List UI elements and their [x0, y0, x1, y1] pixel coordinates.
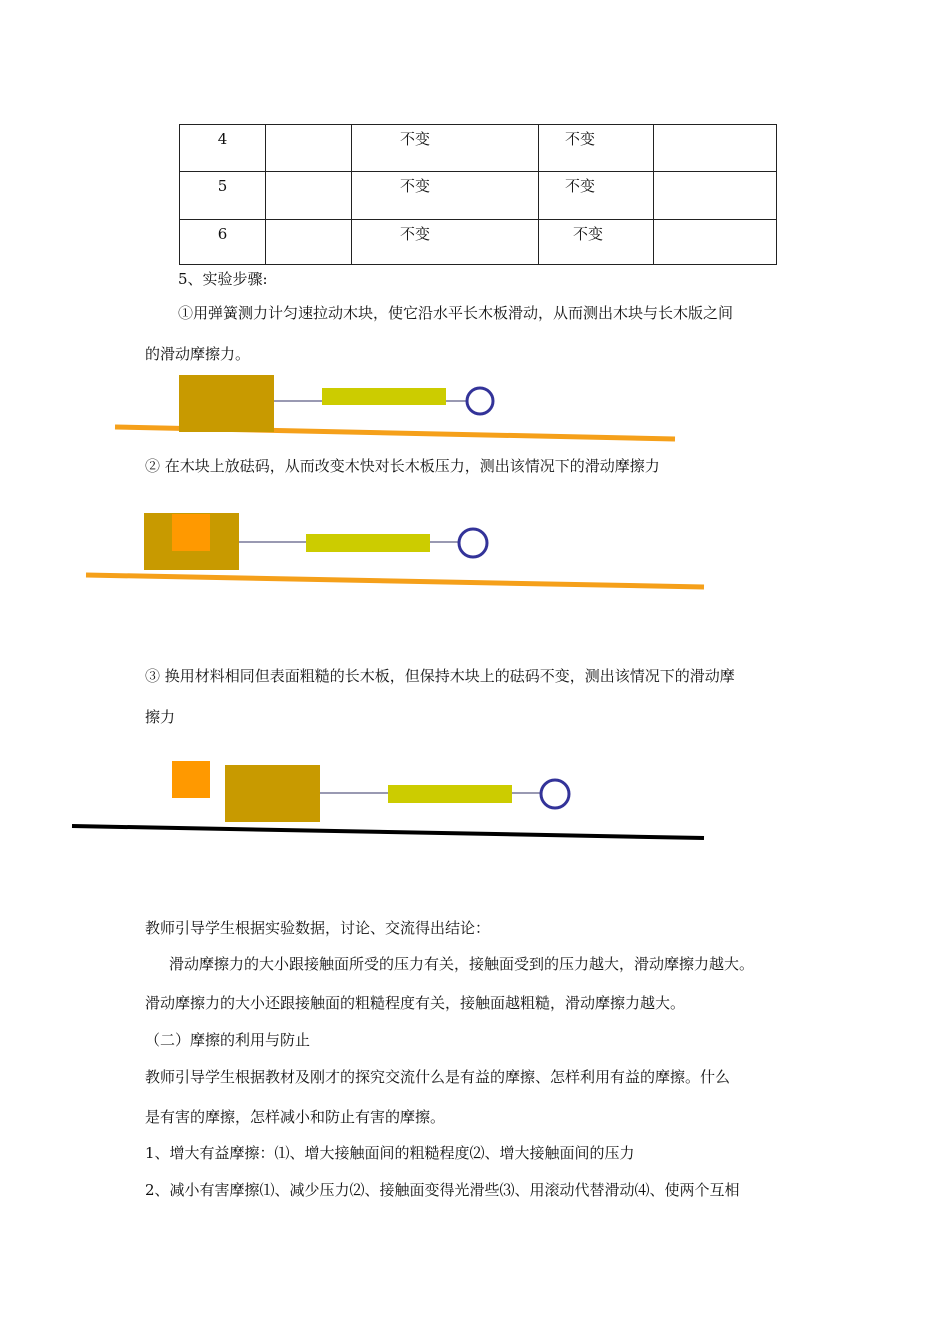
ring-icon	[459, 529, 487, 557]
figure-step1	[0, 370, 950, 450]
table-cell: 不变	[539, 220, 654, 265]
list-item-2: 2、减小有害摩擦⑴、减少压力⑵、接触面变得光滑些⑶、用滚动代替滑动⑷、使两个互相	[145, 1181, 740, 1199]
wood-block	[225, 765, 320, 822]
table-cell	[654, 220, 777, 265]
teacher-guidance-2: 教师引导学生根据教材及刚才的探究交流什么是有益的摩擦、怎样利用有益的摩擦。什么	[145, 1068, 731, 1086]
list-item-1: 1、增大有益摩擦：⑴、增大接触面间的粗糙程度⑵、增大接触面间的压力	[145, 1144, 635, 1162]
spring-scale	[388, 785, 512, 803]
table-cell: 不变	[539, 125, 654, 172]
ring-icon	[541, 780, 569, 808]
data-table	[179, 124, 777, 265]
step3-text-cont: 擦力	[145, 708, 176, 726]
table-cell	[654, 125, 777, 172]
table-cell: 不变	[352, 172, 539, 220]
table-cell: 不变	[539, 172, 654, 220]
table-cell: 4	[180, 125, 266, 172]
spring-scale	[306, 534, 430, 552]
teacher-guidance-1: 教师引导学生根据实验数据，讨论、交流得出结论：	[145, 919, 491, 937]
conclusion-1: 滑动摩擦力的大小跟接触面所受的压力有关，接触面受到的压力越大，滑动摩擦力越大。	[169, 955, 755, 973]
table-cell: 6	[180, 220, 266, 265]
weight	[172, 514, 210, 551]
table-cell: 不变	[352, 125, 539, 172]
spring-scale	[322, 388, 446, 405]
table-row	[180, 125, 777, 172]
figure-step3	[0, 758, 950, 848]
weight	[172, 761, 210, 798]
section-heading: （二）摩擦的利用与防止	[145, 1031, 311, 1049]
teacher-guidance-2-cont: 是有害的摩擦，怎样减小和防止有害的摩擦。	[145, 1108, 446, 1126]
rough-board	[72, 826, 704, 838]
conclusion-2: 滑动摩擦力的大小还跟接触面的粗糙程度有关，接触面越粗糙，滑动摩擦力越大。	[145, 994, 686, 1012]
ring-icon	[467, 388, 493, 414]
table-cell	[266, 125, 352, 172]
table-cell	[266, 172, 352, 220]
figure-step2	[0, 508, 950, 598]
step-heading: 5、实验步骤:	[178, 270, 268, 288]
table-cell: 不变	[352, 220, 539, 265]
table-cell	[654, 172, 777, 220]
table-row	[180, 172, 777, 220]
step1-text-cont: 的滑动摩擦力。	[145, 345, 251, 363]
step2-text: ② 在木块上放砝码，从而改变木快对长木板压力，测出该情况下的滑动摩擦力	[145, 457, 660, 475]
wood-block	[179, 375, 274, 432]
table-cell	[266, 220, 352, 265]
table-row	[180, 220, 777, 265]
step1-text: ①用弹簧测力计匀速拉动木块，使它沿水平长木板滑动，从而测出木块与长木版之间	[178, 304, 734, 322]
smooth-board	[86, 575, 704, 587]
table-cell: 5	[180, 172, 266, 220]
step3-text: ③ 换用材料相同但表面粗糙的长木板，但保持木块上的砝码不变，测出该情况下的滑动摩	[145, 667, 735, 685]
